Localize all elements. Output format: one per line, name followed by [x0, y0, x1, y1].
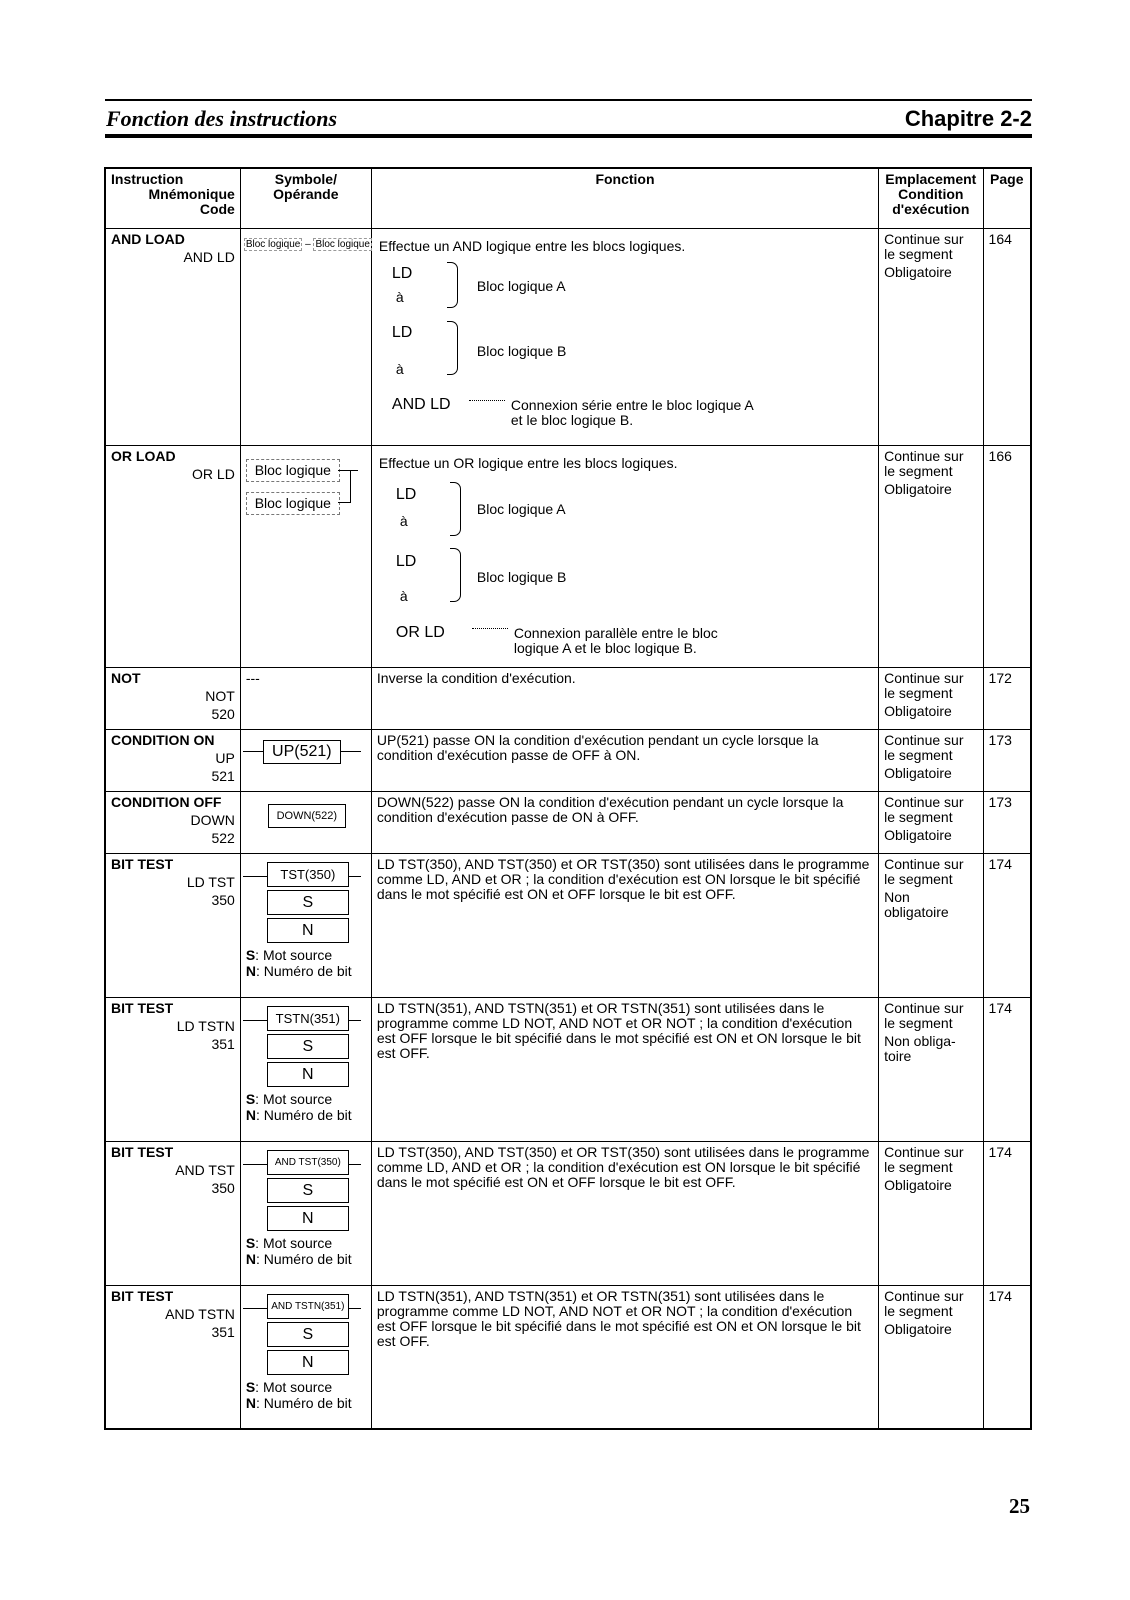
header-symbol: Symbole/ Opérande: [240, 168, 371, 228]
location-cell: Continue sur le segment Non obligatoire: [879, 853, 983, 997]
chapter-label: Chapitre 2-2: [904, 106, 1032, 131]
logic-block-a: Bloc logique: [246, 459, 340, 482]
instruction-cell: CONDITION ON UP 521: [105, 729, 240, 791]
legend: S: Mot source N: Numéro de bit: [245, 946, 352, 979]
symbol-cell: [240, 445, 371, 667]
header-page: Page: [983, 168, 1031, 228]
instruction-cell: BIT TEST LD TSTN 351: [105, 997, 240, 1141]
function-cell: Inverse la condition d'exécution.: [371, 667, 878, 729]
location-cell: Continue sur le segment Obligatoire: [879, 791, 983, 853]
instruction-cell: NOT NOT 520: [105, 667, 240, 729]
brace-block-a: [447, 262, 458, 308]
and-tst-box: AND TST(350): [267, 1150, 349, 1175]
operand-s-box: S: [267, 1034, 349, 1059]
operand-n-box: N: [267, 1350, 349, 1375]
operand-n-box: N: [267, 1062, 349, 1087]
header-location: Emplacement Condition d'exécution: [879, 168, 983, 228]
symbol-cell: ---: [240, 667, 371, 729]
header-rule-top: [105, 99, 1032, 101]
function-cell: LD TSTN(351), AND TSTN(351) et OR TSTN(351) sont utilisées dans le programme comme LD NOT, AND NOT et OR NOT ; la condition d'exécution est OFF lorsque le bit spécifié dans le mot spécifié est ON et ON lorsque le bit est OFF.: [371, 1285, 878, 1429]
instruction-cell: BIT TEST AND TST 350: [105, 1141, 240, 1285]
operand-n-box: N: [267, 1206, 349, 1231]
dotted-leader: [472, 628, 508, 629]
symbol-cell: [240, 853, 371, 997]
page-cell: 174: [983, 853, 1031, 997]
brace-block-b: [450, 548, 461, 602]
page-cell: 172: [983, 667, 1031, 729]
function-cell: DOWN(522) passe ON la condition d'exécution pendant un cycle lorsque la condition d'exécution passe de ON à OFF.: [371, 791, 878, 853]
function-cell: LD TST(350), AND TST(350) et OR TST(350) sont utilisées dans le programme comme LD, AND et OR ; la condition d'exécution est ON lorsque le bit spécifié dans le mot spécifié est ON et OFF lorsque le bit est OFF.: [371, 1141, 878, 1285]
table-row: [105, 1141, 1031, 1285]
table-row: [105, 1285, 1031, 1429]
instruction-cell: AND LOAD AND LD: [105, 228, 240, 445]
function-cell: LD TST(350), AND TST(350) et OR TST(350) sont utilisées dans le programme comme LD, AND et OR ; la condition d'exécution est ON lorsque le bit spécifié dans le mot spécifié est ON et OFF lorsque le bit est OFF.: [371, 853, 878, 997]
instruction-cell: OR LOAD OR LD: [105, 445, 240, 667]
logic-block-b: Bloc logique: [246, 492, 340, 515]
function-cell: Effectue un OR logique entre les blocs logiques. LD à Bloc logique A LD à Bloc logique B OR LD Connexion parallèle entre le bloc logique A et le bloc logique B.: [371, 445, 878, 667]
operand-s-box: S: [267, 1178, 349, 1203]
symbol-cell: [240, 228, 371, 445]
page-title: Fonction des instructions: [106, 106, 338, 131]
symbol-cell: [240, 729, 371, 791]
instruction-table: [104, 167, 1032, 1430]
and-ld-symbol: Bloc logique – Bloc logique: [245, 238, 370, 250]
table-row: [105, 997, 1031, 1141]
up-521-box: UP(521): [263, 740, 341, 764]
location-cell: Continue sur le segment Obligatoire: [879, 667, 983, 729]
header-instruction: Instruction Mnémonique Code: [105, 168, 240, 228]
location-cell: Continue sur le segment Obligatoire: [879, 729, 983, 791]
page-cell: 174: [983, 1141, 1031, 1285]
page-cell: 174: [983, 997, 1031, 1141]
location-cell: Continue sur le segment Obligatoire: [879, 1141, 983, 1285]
table-row: [105, 853, 1031, 997]
table-row: [105, 445, 1031, 667]
operand-n-box: N: [267, 918, 349, 943]
page-cell: 166: [983, 445, 1031, 667]
legend: S: Mot source N: Numéro de bit: [245, 1234, 352, 1267]
table-row: [105, 228, 1031, 445]
operand-s-box: S: [267, 890, 349, 915]
location-cell: Continue sur le segment Obligatoire: [879, 228, 983, 445]
brace-block-a: [450, 482, 461, 536]
instruction-cell: CONDITION OFF DOWN 522: [105, 791, 240, 853]
tst-box: TST(350): [267, 862, 349, 887]
instruction-cell: BIT TEST AND TSTN 351: [105, 1285, 240, 1429]
header-function: Fonction: [371, 168, 878, 228]
tstn-box: TSTN(351): [267, 1006, 349, 1031]
brace-block-b: [447, 321, 458, 375]
location-cell: Continue sur le segment Obligatoire: [879, 445, 983, 667]
function-cell: LD TSTN(351), AND TSTN(351) et OR TSTN(351) sont utilisées dans le programme comme LD NOT, AND NOT et OR NOT ; la condition d'exécution est OFF lorsque le bit spécifié dans le mot spécifié est ON et ON lorsque le bit est OFF.: [371, 997, 878, 1141]
legend: S: Mot source N: Numéro de bit: [245, 1378, 352, 1411]
symbol-cell: [240, 1141, 371, 1285]
symbol-cell: [240, 1285, 371, 1429]
operand-s-box: S: [267, 1322, 349, 1347]
page-cell: 173: [983, 729, 1031, 791]
page-cell: 164: [983, 228, 1031, 445]
table-header-row: [105, 168, 1031, 228]
function-cell: UP(521) passe ON la condition d'exécution pendant un cycle lorsque la condition d'exécution passe de OFF à ON.: [371, 729, 878, 791]
and-tstn-box: AND TSTN(351): [267, 1294, 349, 1319]
page-cell: 173: [983, 791, 1031, 853]
location-cell: Continue sur le segment Obligatoire: [879, 1285, 983, 1429]
legend: S: Mot source N: Numéro de bit: [245, 1090, 352, 1123]
table-row: [105, 791, 1031, 853]
location-cell: Continue sur le segment Non obliga- toire: [879, 997, 983, 1141]
instruction-cell: BIT TEST LD TST 350: [105, 853, 240, 997]
header-rule-bottom: [105, 134, 1032, 138]
page-number: 25: [1009, 1494, 1030, 1518]
symbol-cell: [240, 997, 371, 1141]
table-row: [105, 729, 1031, 791]
down-522-box: DOWN(522): [268, 804, 346, 828]
symbol-cell: [240, 791, 371, 853]
dotted-leader: [469, 400, 505, 401]
function-cell: Effectue un AND logique entre les blocs logiques. LD à Bloc logique A LD à Bloc logique B AND LD Connexion série entre le bloc logique A et le bloc logique B.: [371, 228, 878, 445]
table-row: [105, 667, 1031, 729]
page-cell: 174: [983, 1285, 1031, 1429]
